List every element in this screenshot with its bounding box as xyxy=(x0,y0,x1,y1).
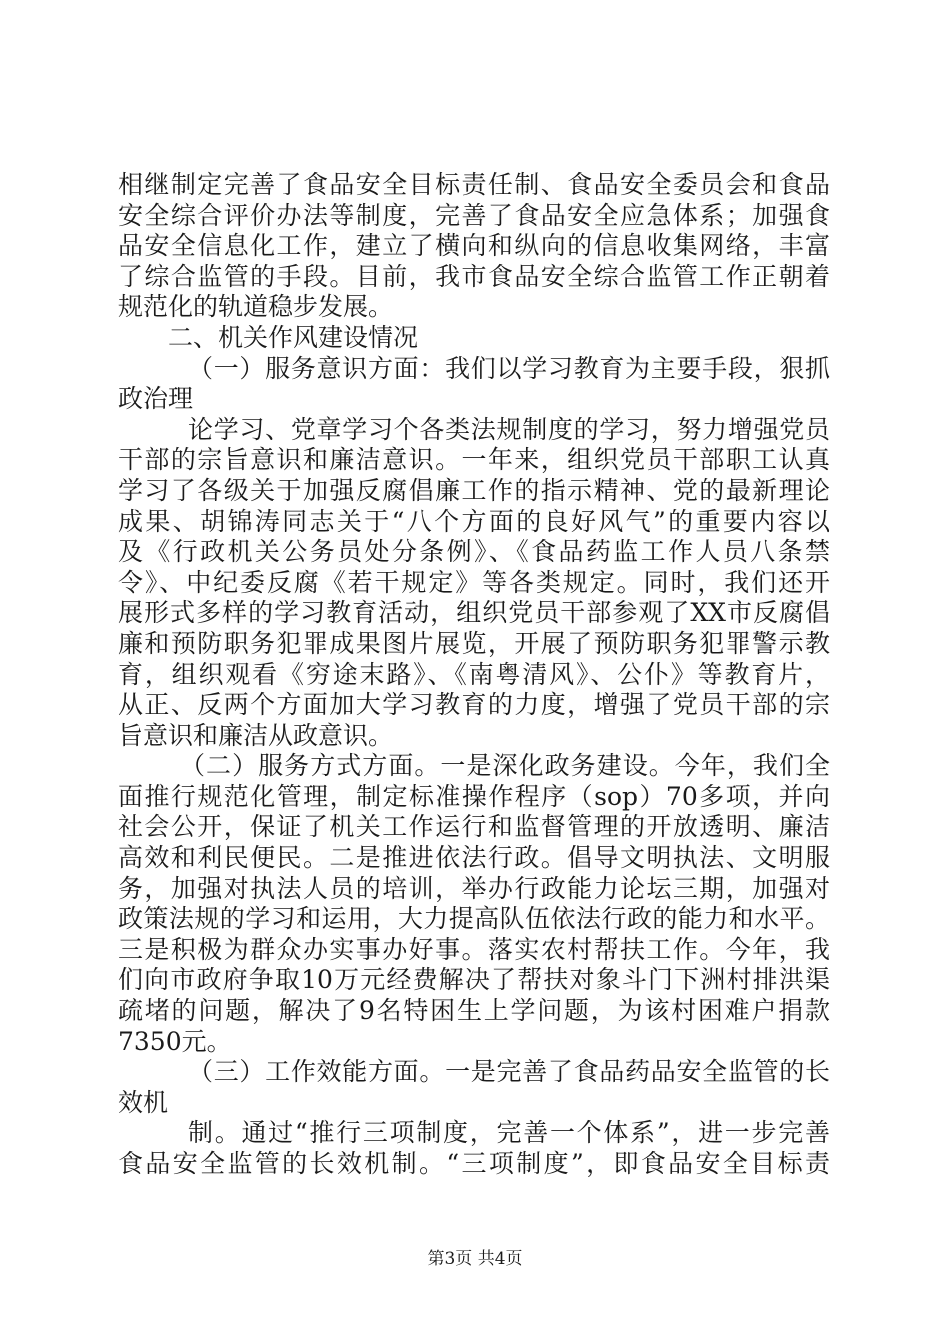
text-line: 政治理 xyxy=(118,384,194,414)
text-line: 及《行政机关公务员处分条例》、《食品药监工作人员八条禁 xyxy=(118,537,830,567)
text-line: 相继制定完善了食品安全目标责任制、食品安全委员会和食品 xyxy=(118,170,830,199)
text-line: 安全综合评价办法等制度，完善了食品安全应急体系；加强食 xyxy=(118,200,830,230)
page-footer: 第3页 共4页 xyxy=(427,1249,523,1269)
text-line: 面推行规范化管理，制定标准操作程序（sop）70多项，并向 xyxy=(118,781,830,811)
text-line: 学习了各级关于加强反腐倡廉工作的指示精神、党的最新理论 xyxy=(118,475,830,505)
section-heading: 二、机关作风建设情况 xyxy=(168,322,419,352)
text-line: 们向市政府争取10万元经费解决了帮扶对象斗门下洲村排洪渠 xyxy=(118,965,830,995)
text-line: 干部的宗旨意识和廉洁意识。一年来，组织党员干部职工认真 xyxy=(118,445,830,475)
text-line: 品安全信息化工作，建立了横向和纵向的信息收集网络，丰富 xyxy=(118,231,830,261)
subsection-heading: （三）工作效能方面。一是完善了食品药品安全监管的长 xyxy=(188,1057,830,1087)
text-line: 了综合监管的手段。目前，我市食品安全综合监管工作正朝着 xyxy=(118,261,830,291)
text-line: 效机 xyxy=(118,1087,169,1117)
subsection-heading: （二）服务方式方面。一是深化政务建设。今年，我们全 xyxy=(180,751,830,781)
text-line: 廉和预防职务犯罪成果图片展览，开展了预防职务犯罪警示教 xyxy=(118,628,830,658)
text-line: 务，加强对执法人员的培训，举办行政能力论坛三期，加强对 xyxy=(118,873,830,903)
text-line: 成果、胡锦涛同志关于“八个方面的良好风气”的重要内容以 xyxy=(118,506,830,536)
text-line: 旨意识和廉洁从政意识。 xyxy=(118,720,394,750)
text-line: 从正、反两个方面加大学习教育的力度，增强了党员干部的宗 xyxy=(118,690,830,720)
text-line: 展形式多样的学习教育活动，组织党员干部参观了XX市反腐倡 xyxy=(118,598,830,628)
text-line: 政策法规的学习和运用，大力提高队伍依法行政的能力和水平。 xyxy=(118,904,830,934)
text-line: 制。通过“推行三项制度，完善一个体系”，进一步完善 xyxy=(188,1118,830,1148)
document-body xyxy=(118,170,830,1180)
text-line: 三是积极为群众办实事办好事。落实农村帮扶工作。今年，我 xyxy=(118,934,830,964)
text-line: 令》、中纪委反腐《若干规定》等各类规定。同时，我们还开 xyxy=(118,567,830,597)
text-line: 社会公开，保证了机关工作运行和监督管理的开放透明、廉洁 xyxy=(118,812,830,842)
subsection-heading: （一）服务意识方面：我们以学习教育为主要手段，狠抓 xyxy=(188,353,830,383)
text-line: 高效和利民便民。二是推进依法行政。倡导文明执法、文明服 xyxy=(118,843,830,873)
text-line: 规范化的轨道稳步发展。 xyxy=(118,292,394,322)
text-line: 疏堵的问题，解决了9名特困生上学问题，为该村困难户捐款 xyxy=(118,996,830,1026)
text-line: 7350元。 xyxy=(118,1026,232,1056)
text-line: 论学习、党章学习个各类法规制度的学习，努力增强党员 xyxy=(188,414,830,444)
text-line: 育，组织观看《穷途末路》、《南粤清风》、公仆》等教育片， xyxy=(118,659,830,689)
text-line: 食品安全监管的长效机制。“三项制度”，即食品安全目标责 xyxy=(118,1149,830,1178)
